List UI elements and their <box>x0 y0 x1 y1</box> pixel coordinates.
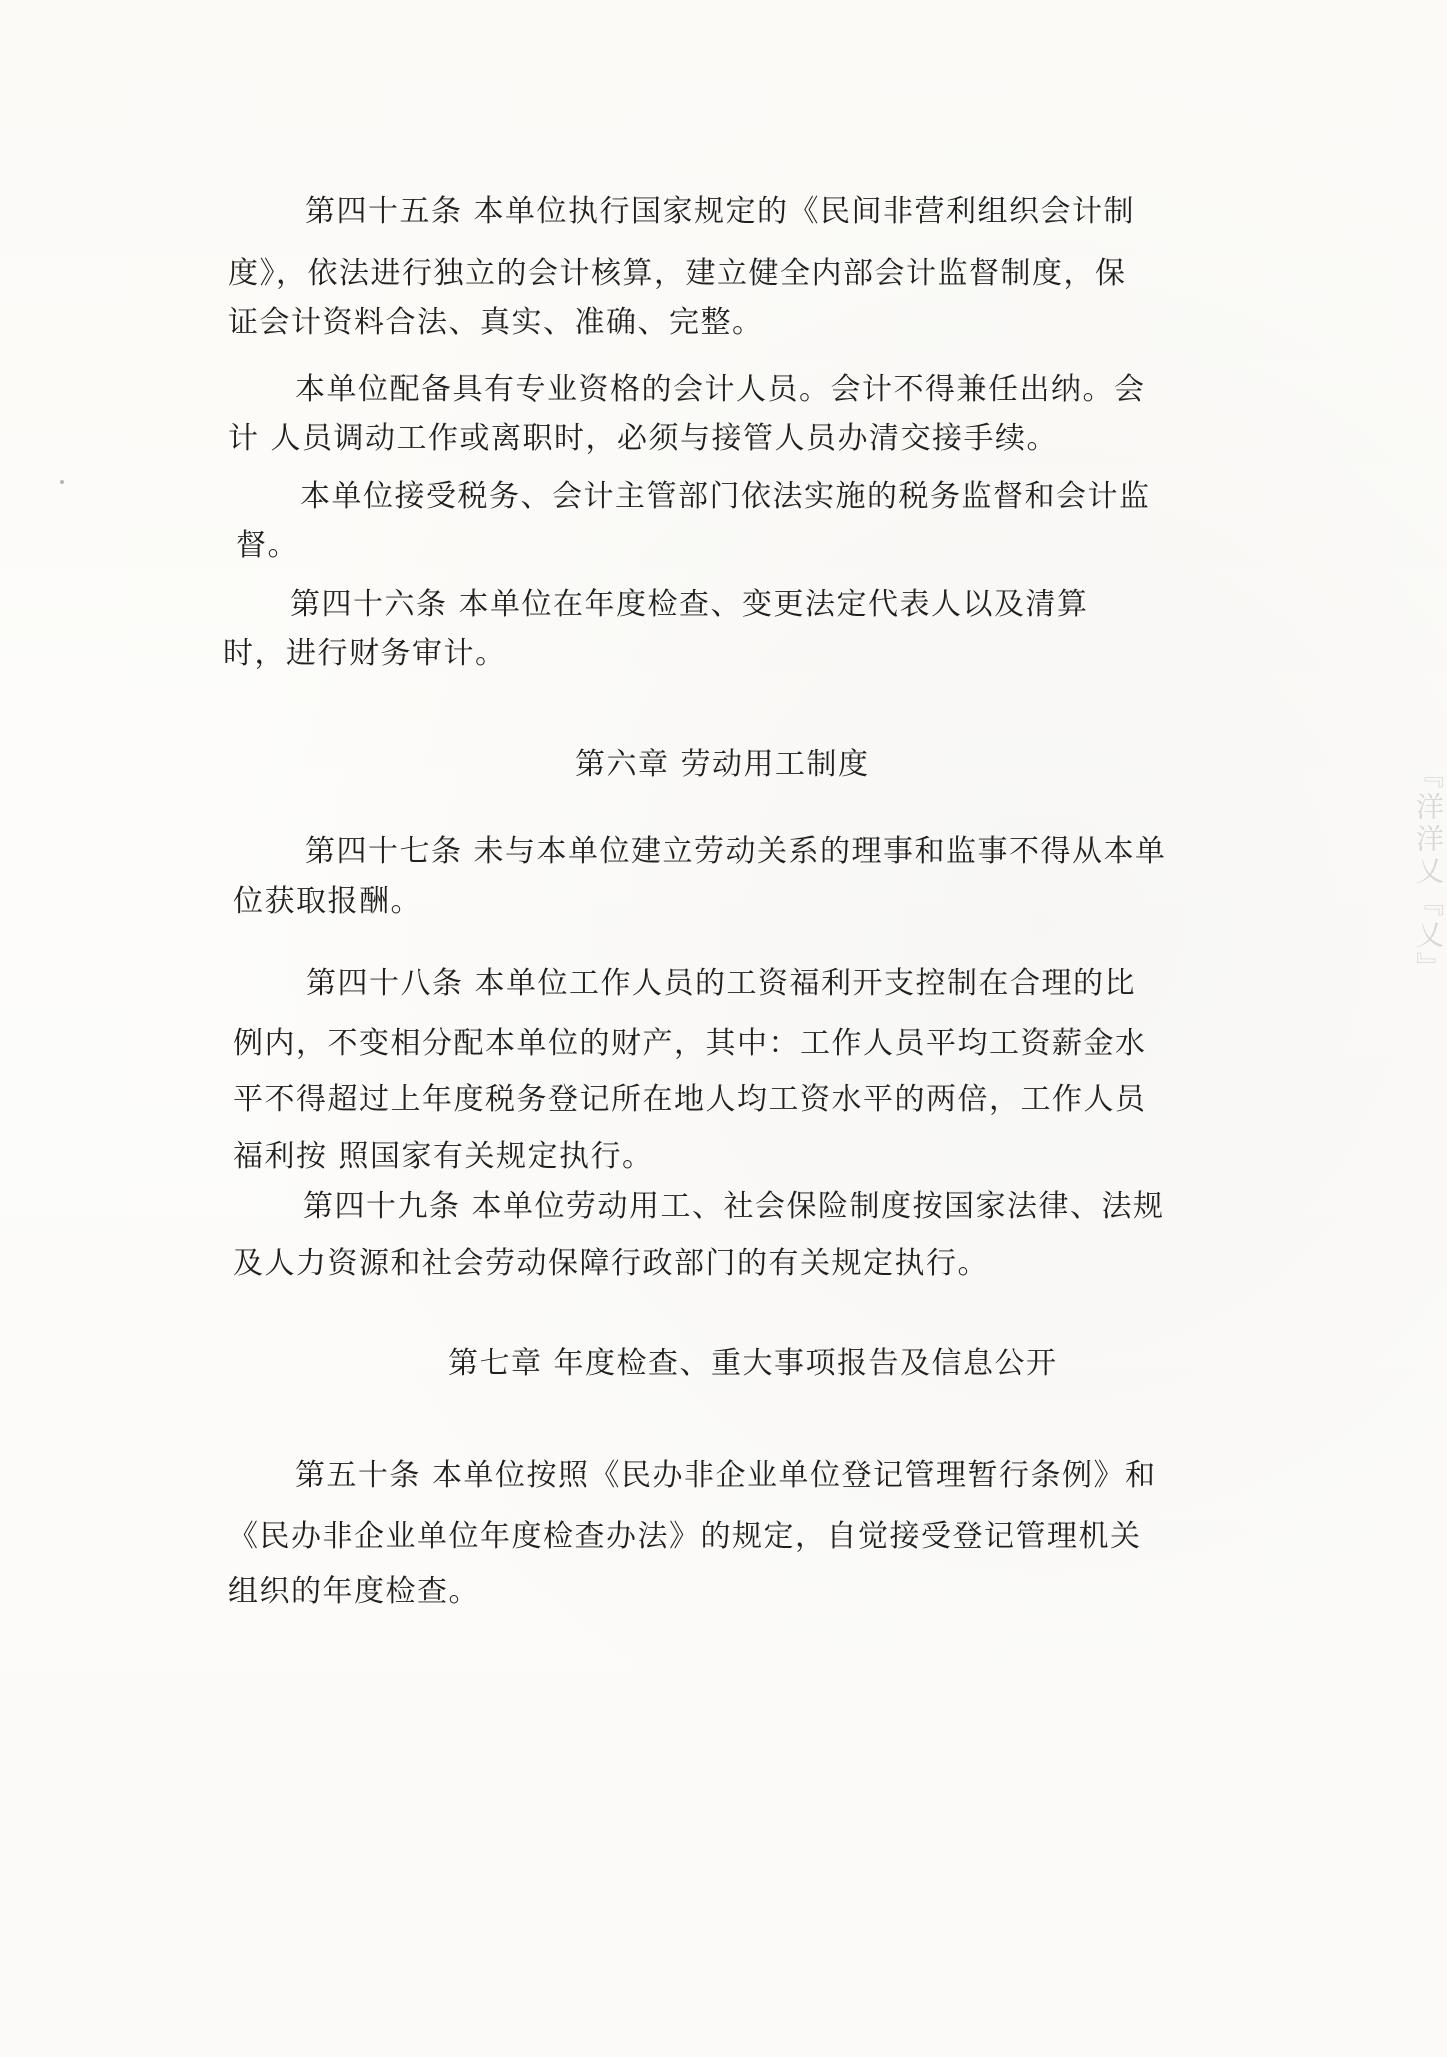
accountant-para-line-2: 计 人员调动工作或离职时，必须与接管人员办清交接手续。 <box>228 421 1059 456</box>
article-48-line-2: 例内，不变相分配本单位的财产，其中：工作人员平均工资薪金水 <box>233 1026 1147 1061</box>
article-50-line-1: 第五十条 本单位按照《民办非企业单位登记管理暂行条例》和 <box>295 1458 1157 1493</box>
article-47-line-1: 第四十七条 未与本单位建立劳动关系的理事和监事不得从本单 <box>305 834 1167 869</box>
article-49-line-2: 及人力资源和社会劳动保障行政部门的有关规定执行。 <box>233 1246 989 1281</box>
article-46-line-1: 第四十六条 本单位在年度检查、变更法定代表人以及清算 <box>290 587 1089 622</box>
chapter-7-heading: 第七章 年度检查、重大事项报告及信息公开 <box>448 1346 1058 1381</box>
accountant-para-line-1: 本单位配备具有专业资格的会计人员。会计不得兼任出纳。会 <box>295 372 1146 407</box>
article-48-line-4: 福利按 照国家有关规定执行。 <box>233 1139 654 1174</box>
article-46-line-2: 时，进行财务审计。 <box>223 636 507 671</box>
article-50-line-2: 《民办非企业单位年度检查办法》的规定，自觉接受登记管理机关 <box>228 1519 1142 1554</box>
article-45-line-2: 度》，依法进行独立的会计核算，建立健全内部会计监督制度，保 <box>228 256 1127 291</box>
article-45-line-1: 第四十五条 本单位执行国家规定的《民间非营利组织会计制 <box>305 194 1136 229</box>
article-50-line-3: 组织的年度检查。 <box>228 1574 480 1609</box>
article-48-line-3: 平不得超过上年度税务登记所在地人均工资水平的两倍，工作人员 <box>233 1082 1147 1117</box>
margin-bleed-through-text: 『洋洋乂『乂』 <box>1412 760 1445 984</box>
scan-speck <box>60 480 64 484</box>
article-45-line-3: 证会计资料合法、真实、准确、完整。 <box>228 305 764 340</box>
supervision-para-line-2: 督。 <box>236 528 299 563</box>
chapter-6-heading: 第六章 劳动用工制度 <box>575 747 870 782</box>
article-48-line-1: 第四十八条 本单位工作人员的工资福利开支控制在合理的比 <box>306 966 1137 1001</box>
article-49-line-1: 第四十九条 本单位劳动用工、社会保险制度按国家法律、法规 <box>303 1189 1165 1224</box>
article-47-line-2: 位获取报酬。 <box>233 884 422 919</box>
supervision-para-line-1: 本单位接受税务、会计主管部门依法实施的税务监督和会计监 <box>300 479 1151 514</box>
